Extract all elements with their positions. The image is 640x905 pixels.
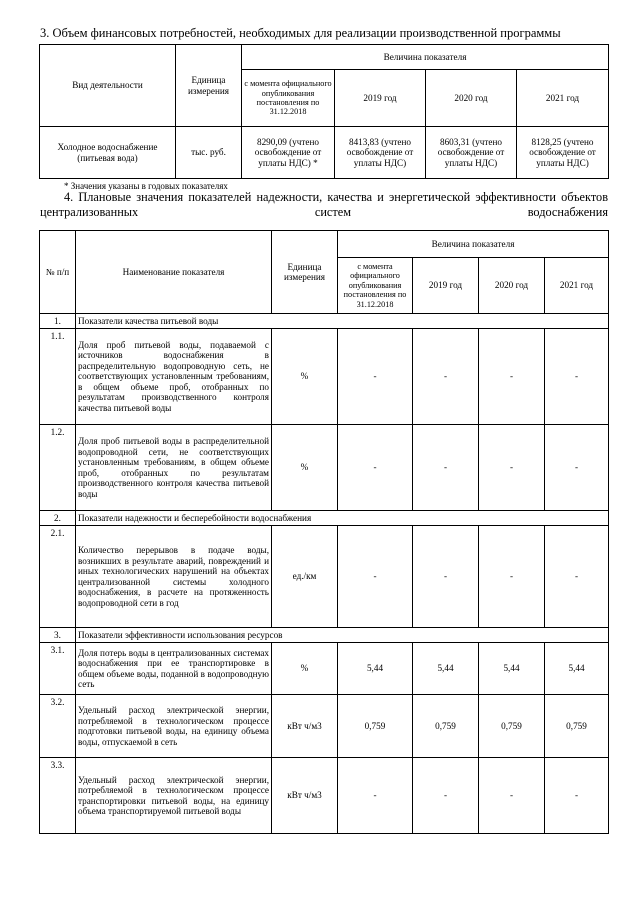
row-name: Доля проб питьевой воды в распределительной водопроводной сети, не соответствующих установленным требованиям, в общем объеме проб, отобранных по результатам производственного контроля качества питьевой воды xyxy=(76,425,272,511)
cell-activity: Холодное водоснабжение (питьевая вода) xyxy=(40,127,176,179)
group-num: 3. xyxy=(40,628,76,643)
header-activity: Вид деятельности xyxy=(40,45,176,127)
row-2021: - xyxy=(545,758,609,834)
section-4-title xyxy=(40,190,608,220)
row-2021: 0,759 xyxy=(545,695,609,758)
row-2019: - xyxy=(413,526,479,628)
row-base: 0,759 xyxy=(338,695,413,758)
group-row xyxy=(40,314,609,329)
table-row xyxy=(40,127,609,179)
row-2021: - xyxy=(545,526,609,628)
row-2021: 5,44 xyxy=(545,643,609,695)
group-title: Показатели эффективности использования ресурсов xyxy=(76,628,609,643)
row-num: 3.2. xyxy=(40,695,76,758)
row-2021: - xyxy=(545,425,609,511)
row-unit: кВт ч/м3 xyxy=(272,695,338,758)
row-2019: 5,44 xyxy=(413,643,479,695)
table-row xyxy=(40,643,609,695)
section-3-title: 3. Объем финансовых потребностей, необходимых для реализации производственной программы xyxy=(40,26,561,40)
row-num: 3.1. xyxy=(40,643,76,695)
row-num: 2.1. xyxy=(40,526,76,628)
row-unit: % xyxy=(272,425,338,511)
row-base: - xyxy=(338,329,413,425)
table-row xyxy=(40,329,609,425)
header-2019: 2019 год xyxy=(335,70,426,127)
row-2020: 0,759 xyxy=(479,695,545,758)
row-base: - xyxy=(338,425,413,511)
header-unit: Единица измерения xyxy=(176,45,242,127)
row-2021: - xyxy=(545,329,609,425)
row-base: - xyxy=(338,758,413,834)
row-name: Доля потерь воды в централизованных системах водоснабжения при ее транспортировке в общем объеме воды, поданной в водопроводную сеть xyxy=(76,643,272,695)
row-name: Удельный расход электрической энергии, потребляемой в технологическом процессе подготовки питьевой воды, на единицу объема воды, отпускаемой в сеть xyxy=(76,695,272,758)
row-num: 1.1. xyxy=(40,329,76,425)
header-unit: Единица измерения xyxy=(272,231,338,314)
header-2021: 2021 год xyxy=(517,70,609,127)
group-title: Показатели качества питьевой воды xyxy=(76,314,609,329)
row-2020: - xyxy=(479,329,545,425)
row-num: 1.2. xyxy=(40,425,76,511)
header-2020: 2020 год xyxy=(479,258,545,314)
row-num: 3.3. xyxy=(40,758,76,834)
row-base: - xyxy=(338,526,413,628)
header-value-group: Величина показателя xyxy=(338,231,609,258)
header-num: № п/п xyxy=(40,231,76,314)
row-name: Доля проб питьевой воды, подаваемой с источников водоснабжения в распределительную водопроводную сеть, не соответствующих установленным требованиям, в общем объеме проб, отобранных по результатам производственного контроля качества питьевой воды xyxy=(76,329,272,425)
group-num: 1. xyxy=(40,314,76,329)
header-name: Наименование показателя xyxy=(76,231,272,314)
table-row xyxy=(40,526,609,628)
row-2020: - xyxy=(479,526,545,628)
cell-unit: тыс. руб. xyxy=(176,127,242,179)
row-unit: % xyxy=(272,643,338,695)
indicators-table xyxy=(39,230,609,834)
header-2019: 2019 год xyxy=(413,258,479,314)
table-row xyxy=(40,425,609,511)
table-row xyxy=(40,758,609,834)
row-2019: - xyxy=(413,329,479,425)
footnote: * Значения указаны в годовых показателях xyxy=(64,181,228,191)
row-2020: - xyxy=(479,758,545,834)
row-2019: - xyxy=(413,758,479,834)
cell-2021: 8128,25 (учтено освобождение от уплаты НДС) xyxy=(517,127,609,179)
cell-2019: 8413,83 (учтено освобождение от уплаты НДС) xyxy=(335,127,426,179)
header-base-period: с момента официального опубликования постановления по 31.12.2018 xyxy=(242,70,335,127)
row-unit: % xyxy=(272,329,338,425)
group-num: 2. xyxy=(40,511,76,526)
row-name: Количество перерывов в подаче воды, возникших в результате аварий, повреждений и иных технологических нарушений на объектах централизованной системы холодного водоснабжения, в расчете на протяженность водопроводной сети в год xyxy=(76,526,272,628)
row-2020: - xyxy=(479,425,545,511)
row-base: 5,44 xyxy=(338,643,413,695)
header-2021: 2021 год xyxy=(545,258,609,314)
cell-2020: 8603,31 (учтено освобождение от уплаты НДС) xyxy=(426,127,517,179)
section-4-title-text: 4. Плановые значения показателей надежности, качества и энергетической эффективности объектов централизованных систем водоснабжения xyxy=(40,190,608,219)
group-row xyxy=(40,628,609,643)
financial-needs-table xyxy=(39,44,609,179)
group-row xyxy=(40,511,609,526)
row-2020: 5,44 xyxy=(479,643,545,695)
header-base-period: с момента официального опубликования постановления по 31.12.2018 xyxy=(338,258,413,314)
row-unit: кВт ч/м3 xyxy=(272,758,338,834)
header-2020: 2020 год xyxy=(426,70,517,127)
row-2019: 0,759 xyxy=(413,695,479,758)
header-value-group: Величина показателя xyxy=(242,45,609,70)
group-title: Показатели надежности и бесперебойности водоснабжения xyxy=(76,511,609,526)
cell-base-period: 8290,09 (учтено освобождение от уплаты НДС) * xyxy=(242,127,335,179)
row-2019: - xyxy=(413,425,479,511)
row-name: Удельный расход электрической энергии, потребляемой в технологическом процессе транспортировки питьевой воды, на единицу объема транспортируемой питьевой воды xyxy=(76,758,272,834)
table-row xyxy=(40,695,609,758)
row-unit: ед./км xyxy=(272,526,338,628)
